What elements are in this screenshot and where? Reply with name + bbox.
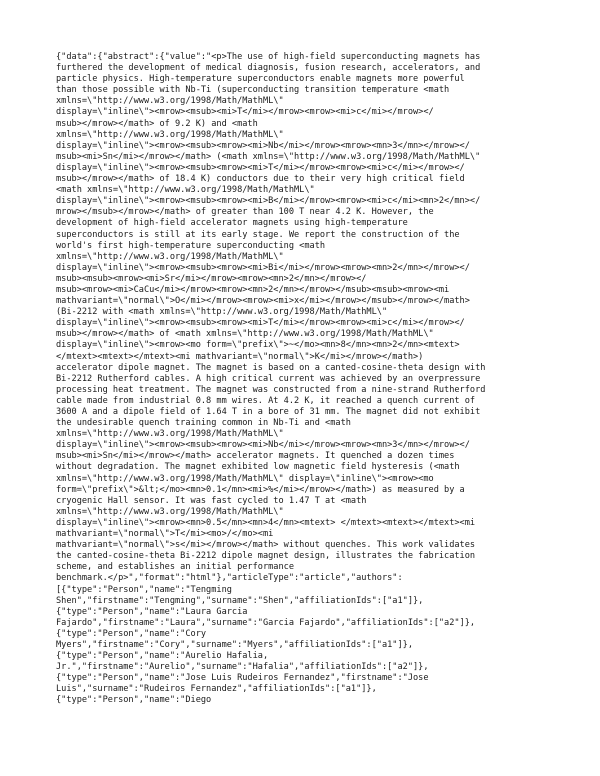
text-line: world's first high-temperature superconducting <math [56,240,326,251]
text-line: msub></mrow></math> of <math xmlns=\"http://www.w3.org/1998/Math/MathML\" [56,329,434,340]
text-line: xmlns=\"http://www.w3.org/1998/Math/MathML\" [56,129,284,140]
text-line: {"type":"Person","name":"Jose Luis Rudeiros Fernandez","firstname":"Jose [56,673,429,684]
text-line: display=\"inline\"><mrow><msub><mrow><mi>T</mi></mrow><mrow><mi>c</mi></mrow></ [56,162,465,173]
text-line: msub></mrow></math> of 18.4 K) conductors due to their very high critical field [56,174,465,185]
text-line: display=\"inline\"><mrow><msub><mrow><mi>T</mi></mrow><mrow><mi>c</mi></mrow></ [56,318,465,329]
text-line: cable made from industrial 0.8 mm wires. At 4.2 K, it reached a quench current of [56,395,476,406]
text-line: Shen","firstname":"Tengming","surname":"Shen","affiliationIds":["a1"]}, [56,595,424,606]
text-line: {"type":"Person","name":"Laura Garcia [56,606,248,617]
text-line: mrow></msub></mrow></math> of greater than 100 T near 4.2 K. However, the [56,207,434,218]
text-line: {"type":"Person","name":"Aurelio Hafalia, [56,651,269,662]
text-line: display=\"inline\"><mrow><msub><mi>T</mi></mrow><mrow><mi>c</mi></mrow></ [56,107,434,118]
text-line: furthered the development of medical diagnosis, fusion research, accelerators, and [56,63,481,74]
text-line: xmlns=\"http://www.w3.org/1998/Math/MathML\" [56,96,284,107]
text-line: msub><mi>Sn</mi></mrow></math> (<math xmlns=\"http://www.w3.org/1998/Math/MathML\" [56,151,481,162]
text-line: xmlns=\"http://www.w3.org/1998/Math/MathML\" [56,251,284,262]
text-line: msub><msub><mrow><mi>Sr</mi></mrow><mrow><mn>2</mn></mrow></ [56,273,367,284]
text-line: particle physics. High-temperature superconductors enable magnets more powerful [56,74,465,85]
text-line: mathvariant=\"normal\">O</mi></mrow><mrow><mi>x</mi></mrow></msub></mrow></math> [56,296,470,307]
text-line: display=\"inline\"><mrow><msub><mrow><mi>Nb</mi></mrow><mrow><mn>3</mn></mrow></ [56,140,470,151]
text-line: without degradation. The magnet exhibited low magnetic field hysteresis (<math [56,462,460,473]
text-line: {"type":"Person","name":"Cory [56,628,207,639]
text-line: xmlns=\"http://www.w3.org/1998/Math/MathML\" display=\"inline\"><mrow><mo [56,473,434,484]
text-line: Luis","surname":"Rudeiros Fernandez","affiliationIds":["a1"]}, [56,684,377,695]
text-line: the undesirable quench training common in Nb-Ti and <math [56,418,351,429]
text-line: (Bi-2212 with <math xmlns=\"http://www.w3.org/1998/Math/MathML\" [56,307,388,318]
text-line: display=\"inline\"><mrow><mo form=\"prefix\">~</mo><mn>8</mn><mn>2</mn><mtext> [56,340,460,351]
text-line: mathvariant=\"normal\">s</mi></mrow></math> without quenches. This work validates [56,540,476,551]
text-line: accelerator dipole magnet. The magnet is based on a canted-cosine-theta design with [56,362,486,373]
text-line: <math xmlns=\"http://www.w3.org/1998/Math/MathML\" [56,185,315,196]
text-line: xmlns=\"http://www.w3.org/1998/Math/MathML\" [56,429,284,440]
text-line: msub><mrow><mi>CaCu</mi></mrow><mrow><mn>2</mn></mrow></msub><msub><mrow><mi [56,284,450,295]
text-line: the canted-cosine-theta Bi-2212 dipole magnet design, illustrates the fabrication [56,551,476,562]
text-line: benchmark.</p>","format":"html"},"articleType":"article","authors": [56,573,403,584]
text-line: display=\"inline\"><mrow><mn>0.5</mn><mn>4</mn><mtext> </mtext><mtext></mtext><mi [56,517,476,528]
text-line: msub><mi>Sn</mi></mrow></math> accelerator magnets. It quenched a dozen times [56,451,455,462]
text-line: processing heat treatment. The magnet was constructed from a nine-strand Rutherford [56,384,486,395]
text-line: scheme, and establishes an initial performance [56,562,294,573]
text-line: display=\"inline\"><mrow><msub><mrow><mi>B</mi></mrow><mrow><mi>c</mi><mn>2</mn></ [56,196,481,207]
text-line: </mtext><mtext></mtext><mi mathvariant=\"normal\">K</mi></mrow></math>) [56,351,424,362]
text-line: superconductors is still at its early stage. We report the construction of the [56,229,460,240]
text-line: development of high-field accelerator magnets using high-temperature [56,218,408,229]
text-line: {"data":{"abstract":{"value":"<p>The use of high-field superconducting magnets has [56,52,481,62]
text-line: form=\"prefix\">&lt;</mo><mn>0.1</mn><mi>%</mi></mrow></math>) as measured by a [56,484,465,495]
text-line: msub></mrow></math> of 9.2 K) and <math [56,118,258,129]
json-text-document [56,52,556,707]
text-line: display=\"inline\"><mrow><msub><mrow><mi>Nb</mi></mrow><mrow><mn>3</mn></mrow></ [56,440,470,451]
text-line: Jr.","firstname":"Aurelio","surname":"Hafalia","affiliationIds":["a2"]}, [56,662,429,673]
text-line: Fajardo","firstname":"Laura","surname":"Garcia Fajardo","affiliationIds":["a2"]}, [56,617,476,628]
text-line: display=\"inline\"><mrow><msub><mrow><mi>Bi</mi></mrow><mrow><mn>2</mn></mrow></ [56,262,470,273]
text-line: xmlns=\"http://www.w3.org/1998/Math/MathML\" [56,506,284,517]
text-line: Bi-2212 Rutherford cables. A high critical current was achieved by an overpressure [56,373,481,384]
text-line: {"type":"Person","name":"Diego [56,695,212,706]
text-line: cryogenic Hall sensor. It was fast cycled to 1.47 T at <math [56,495,367,506]
text-line: 3600 A and a dipole field of 1.64 T in a bore of 31 mm. The magnet did not exhibit [56,407,481,417]
text-line: [{"type":"Person","name":"Tengming [56,584,232,595]
text-line: Myers","firstname":"Cory","surname":"Myers","affiliationIds":["a1"]}, [56,639,413,650]
text-line: mathvariant=\"normal\">T</mi><mo>/</mo><mi [56,529,274,540]
text-line: than those possible with Nb-Ti (superconducting transition temperature <math [56,85,450,96]
